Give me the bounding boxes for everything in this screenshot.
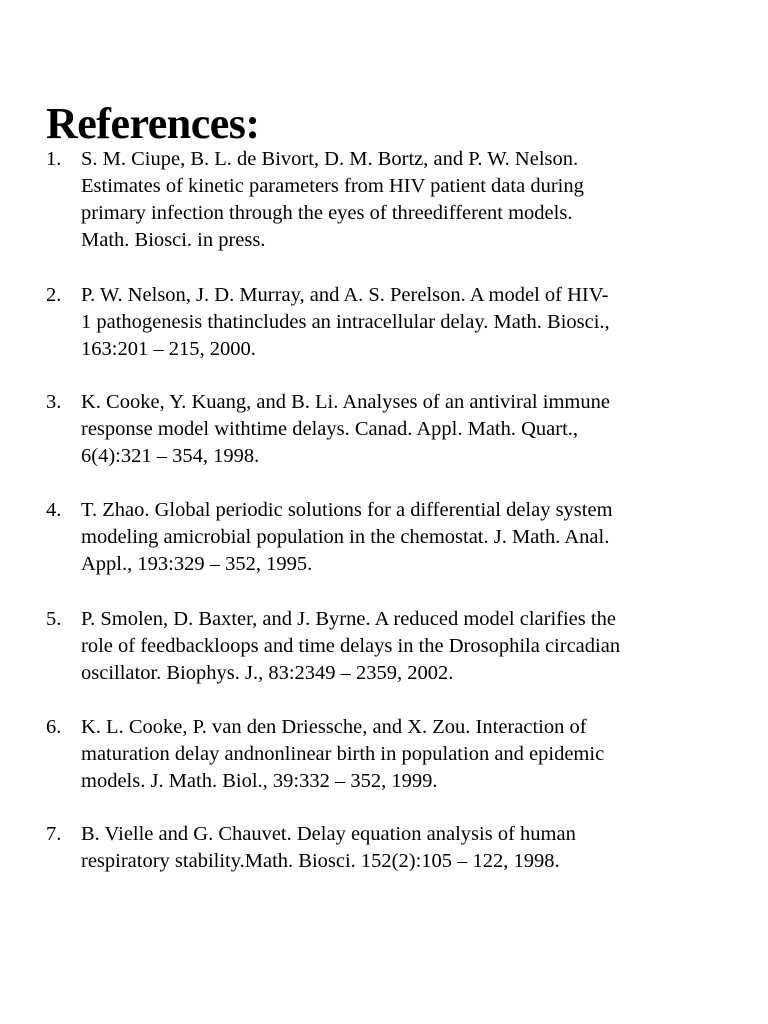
reference-line: Appl., 193:329 – 352, 1995.: [81, 553, 313, 575]
reference-item-5: [46, 606, 746, 687]
reference-number: 2.: [46, 284, 62, 306]
reference-text: [81, 282, 731, 363]
reference-text: [81, 714, 731, 795]
reference-line: role of feedbackloops and time delays in the Drosophila circadian: [81, 635, 621, 657]
reference-text: [81, 606, 731, 687]
reference-item-4: [46, 497, 746, 578]
reference-line: oscillator. Biophys. J., 83:2349 – 2359, 2002.: [81, 662, 454, 684]
reference-text: [81, 146, 731, 254]
reference-line: modeling amicrobial population in the chemostat. J. Math. Anal.: [81, 526, 610, 548]
reference-line: primary infection through the eyes of threedifferent models.: [81, 202, 573, 224]
reference-text: [81, 389, 731, 470]
reference-item-1: [46, 146, 746, 254]
reference-line: P. W. Nelson, J. D. Murray, and A. S. Perelson. A model of HIV-: [81, 284, 609, 306]
reference-line: 6(4):321 – 354, 1998.: [81, 445, 260, 467]
reference-line: P. Smolen, D. Baxter, and J. Byrne. A reduced model clarifies the: [81, 608, 616, 630]
reference-item-2: [46, 282, 746, 363]
references-heading: References:: [46, 99, 260, 148]
reference-text: [81, 821, 731, 875]
reference-line: K. Cooke, Y. Kuang, and B. Li. Analyses of an antiviral immune: [81, 391, 610, 413]
reference-line: T. Zhao. Global periodic solutions for a differential delay system: [81, 499, 613, 521]
reference-number: 4.: [46, 499, 62, 521]
reference-line: Math. Biosci. in press.: [81, 229, 266, 251]
reference-line: respiratory stability.Math. Biosci. 152(2):105 – 122, 1998.: [81, 850, 560, 872]
reference-line: Estimates of kinetic parameters from HIV patient data during: [81, 175, 584, 197]
reference-item-7: [46, 821, 746, 875]
reference-line: S. M. Ciupe, B. L. de Bivort, D. M. Bortz, and P. W. Nelson.: [81, 148, 579, 170]
reference-item-6: [46, 714, 746, 795]
reference-text: [81, 497, 731, 578]
reference-line: maturation delay andnonlinear birth in population and epidemic: [81, 743, 605, 765]
reference-number: 1.: [46, 148, 62, 170]
reference-line: response model withtime delays. Canad. Appl. Math. Quart.,: [81, 418, 579, 440]
reference-number: 5.: [46, 608, 62, 630]
reference-line: K. L. Cooke, P. van den Driessche, and X. Zou. Interaction of: [81, 716, 587, 738]
reference-number: 3.: [46, 391, 62, 413]
reference-line: 163:201 – 215, 2000.: [81, 338, 256, 360]
reference-item-3: [46, 389, 746, 470]
reference-line: models. J. Math. Biol., 39:332 – 352, 1999.: [81, 770, 438, 792]
reference-number: 7.: [46, 823, 62, 845]
reference-line: B. Vielle and G. Chauvet. Delay equation analysis of human: [81, 823, 576, 845]
reference-number: 6.: [46, 716, 62, 738]
reference-line: 1 pathogenesis thatincludes an intracellular delay. Math. Biosci.,: [81, 311, 610, 333]
